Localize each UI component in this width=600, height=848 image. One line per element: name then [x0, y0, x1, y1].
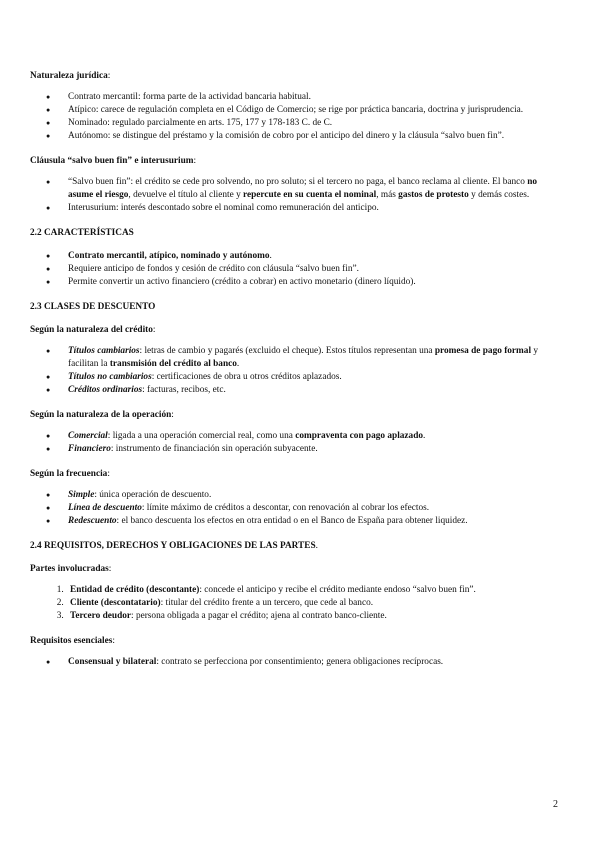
- list-item: ● Permite convertir un activo financiero (crédito a cobrar) en activo monetario (dinero líquido).: [66, 276, 562, 289]
- list-item: 3. Tercero deudor: persona obligada a pagar el crédito; ajena al contrato banco-cliente.: [66, 610, 562, 623]
- subheading-naturaleza-operacion: Según la naturaleza de la operación:: [30, 410, 174, 420]
- list-item: ● Requiere anticipo de fondos y cesión de crédito con cláusula “salvo buen fin”.: [66, 263, 562, 276]
- list-naturaleza-credito: [30, 345, 562, 397]
- list-item: ● Autónomo: se distingue del préstamo y la comisión de cobro por el anticipo del dinero y la cláusula “salvo buen fin”.: [66, 130, 562, 143]
- list-naturaleza-operacion: [30, 430, 562, 456]
- list-item: ● Redescuento: el banco descuenta los efectos en otra entidad o en el Banco de España para obtener liquidez.: [66, 515, 562, 528]
- list-item: ● Simple: única operación de descuento.: [66, 489, 562, 502]
- subheading-clausula: Cláusula “salvo buen fin” e interusurium:: [30, 156, 197, 166]
- list-item: ● “Salvo buen fin”: el crédito se cede pro solvendo, no pro soluto; si el tercero no paga, el banco reclama al cliente. El banco no asume el riesgo, devuelve el título al cliente y repercute en su cuenta el nominal, más gastos de protesto y demás costes.: [66, 176, 562, 202]
- list-item: ● Contrato mercantil, atípico, nominado y autónomo.: [66, 250, 562, 263]
- list-item: ● Nominado: regulado parcialmente en arts. 175, 177 y 178-183 C. de C.: [66, 117, 562, 130]
- subheading-frecuencia: Según la frecuencia:: [30, 469, 110, 479]
- list-clausula: [30, 176, 562, 215]
- list-item: ● Interusurium: interés descontado sobre el nominal como remuneración del anticipo.: [66, 202, 562, 215]
- list-partes: [30, 584, 562, 623]
- subheading-naturaleza: Naturaleza jurídica:: [30, 71, 111, 81]
- section-heading-requisitos: 2.4 REQUISITOS, DERECHOS Y OBLIGACIONES DE LAS PARTES.: [30, 541, 318, 551]
- list-naturaleza: [30, 91, 562, 143]
- list-caracteristicas: [30, 250, 562, 289]
- document-body: [30, 70, 562, 681]
- list-item: ● Títulos cambiarios: letras de cambio y pagarés (excluido el cheque). Estos títulos representan una promesa de pago formal y facilitan la transmisión del crédito al banco.: [66, 345, 562, 371]
- section-heading-clases: 2.3 CLASES DE DESCUENTO: [30, 302, 156, 312]
- list-item: ● Contrato mercantil: forma parte de la actividad bancaria habitual.: [66, 91, 562, 104]
- subheading-requisitos-esenciales: Requisitos esenciales:: [30, 636, 115, 646]
- list-item: ● Títulos no cambiarios: certificaciones de obra u otros créditos aplazados.: [66, 371, 562, 384]
- list-item: ● Créditos ordinarios: facturas, recibos, etc.: [66, 384, 562, 397]
- list-item: ● Atípico: carece de regulación completa en el Código de Comercio; se rige por práctica bancaria, doctrina y jurisprudencia.: [66, 104, 562, 117]
- list-item: 1. Entidad de crédito (descontante): concede el anticipo y recibe el crédito mediante endoso “salvo buen fin”.: [66, 584, 562, 597]
- section-heading-caracteristicas: 2.2 CARACTERÍSTICAS: [30, 228, 134, 238]
- subheading-naturaleza-credito: Según la naturaleza del crédito:: [30, 325, 156, 335]
- list-item: ● Financiero: instrumento de financiación sin operación subyacente.: [66, 443, 562, 456]
- list-item: ● Comercial: ligada a una operación comercial real, como una compraventa con pago aplazado.: [66, 430, 562, 443]
- subheading-partes: Partes involucradas:: [30, 564, 112, 574]
- list-item: ● Línea de descuento: límite máximo de créditos a descontar, con renovación al cobrar los efectos.: [66, 502, 562, 515]
- page-number: 2: [553, 799, 558, 810]
- list-item: 2. Cliente (descontatario): titular del crédito frente a un tercero, que cede al banco.: [66, 597, 562, 610]
- list-item: ● Consensual y bilateral: contrato se perfecciona por consentimiento; genera obligaciones recíprocas.: [66, 656, 562, 669]
- list-requisitos-esenciales: [30, 656, 562, 669]
- list-frecuencia: [30, 489, 562, 528]
